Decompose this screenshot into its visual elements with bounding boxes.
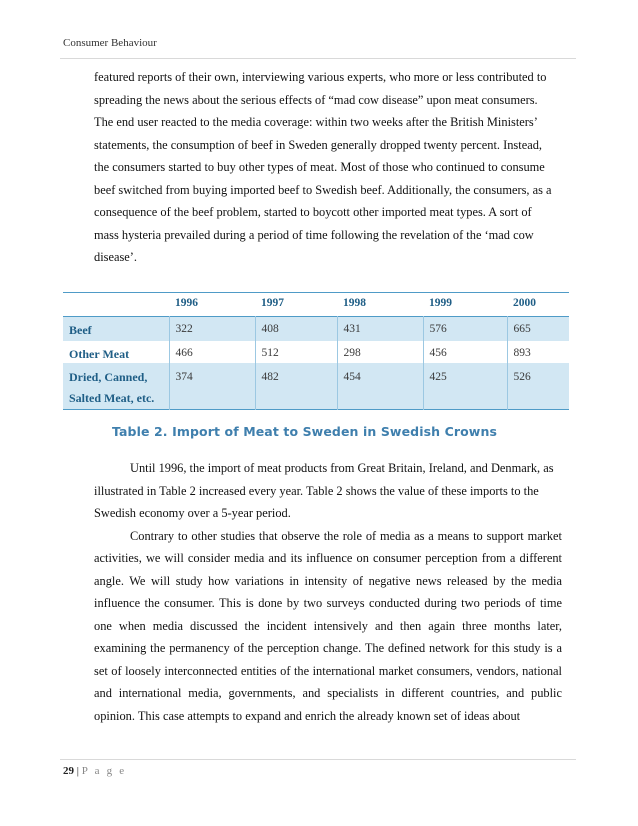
text-line: activities, we will consider media and its influence on consumer perception from a different <box>94 551 562 565</box>
table-header-row <box>63 293 569 317</box>
table-caption: Table 2. Import of Meat to Sweden in Swedish Crowns <box>112 424 497 439</box>
text-line: illustrated in Table 2 increased every year. Table 2 shows the value of these imports to the <box>94 483 539 498</box>
table-cell: 322 <box>169 317 255 341</box>
text-line: statements, the consumption of beef in Sweden generally dropped twenty percent. Instead, <box>94 137 542 152</box>
text-line: consequence of the beef problem, started to boycott other imported meat types. A sort of <box>94 205 532 219</box>
text-line: beef switched from buying imported beef to Swedish beef. Additionally, the consumers, as a <box>94 182 552 197</box>
table-cell: 456 <box>423 341 507 363</box>
table-cell: 526 <box>507 363 569 410</box>
table-cell: 466 <box>169 341 255 363</box>
table-cell: 431 <box>337 317 423 341</box>
header-rule <box>60 58 576 59</box>
table-row <box>63 363 569 410</box>
table-cell: 665 <box>507 317 569 341</box>
text-line: disease’. <box>94 250 138 264</box>
table-cell: 454 <box>337 363 423 410</box>
table-cell: 408 <box>255 317 337 341</box>
column-header <box>63 293 169 317</box>
text-line: examining the permanency of the perception change. The defined network for this study is a <box>94 641 562 655</box>
column-header: 2000 <box>513 297 536 309</box>
text-line: the consumers started to buy other types of meat. Most of those who continued to consume <box>94 160 545 174</box>
page-number: 29 <box>63 765 74 777</box>
meat-import-table <box>63 292 569 410</box>
table-cell: 512 <box>255 341 337 363</box>
table-cell: 893 <box>507 341 569 363</box>
table-cell: 576 <box>423 317 507 341</box>
page-label: P a g e <box>81 765 127 777</box>
body-text <box>94 457 562 727</box>
footer-separator: | <box>74 765 82 777</box>
text-line: opinion. This case attempts to expand and enrich the already known set of ideas about <box>94 708 521 723</box>
text-line: Contrary to other studies that observe the role of media as a means to support market <box>130 528 562 543</box>
text-line: spreading the news about the serious effects of “mad cow disease” upon meat consumers. <box>94 92 538 107</box>
text-line: Until 1996, the import of meat products from Great Britain, Ireland, and Denmark, as <box>130 461 554 475</box>
column-header: 1996 <box>175 297 198 309</box>
text-line: influence the consumer. This is done by two surveys conducted during two periods of time <box>94 596 562 610</box>
table-cell: 482 <box>255 363 337 410</box>
table-cell: 298 <box>337 341 423 363</box>
table-row <box>63 341 569 363</box>
page-footer <box>63 765 126 777</box>
text-line: one when media discussed the incident intensively and then again three months later, <box>94 618 562 633</box>
text-line: angle. We will study how variations in intensity of negative news released by the media <box>94 573 562 588</box>
text-line: and international media, governments, and specialists in different countries, and public <box>94 686 562 700</box>
row-label: Other Meat <box>69 346 130 361</box>
paragraph-mad-cow-coverage <box>94 66 562 269</box>
table-cell: 374 <box>169 363 255 410</box>
running-header: Consumer Behaviour <box>63 37 157 49</box>
row-label <box>63 363 169 410</box>
column-header: 1997 <box>261 297 284 309</box>
row-label-line: Dried, Canned, <box>69 369 148 384</box>
table-cell: 425 <box>423 363 507 410</box>
text-line: Swedish economy over a 5-year period. <box>94 506 291 520</box>
column-header: 1999 <box>429 297 452 309</box>
column-header: 1998 <box>343 297 366 309</box>
table-row <box>63 317 569 341</box>
footer-rule <box>60 759 576 760</box>
text-line: set of loosely interconnected entities of the international market consumers, vendors, national <box>94 663 562 678</box>
text-line: featured reports of their own, interviewing various experts, who more or less contributed to <box>94 70 547 84</box>
row-label-line: Salted Meat, etc. <box>69 390 155 405</box>
text-line: mass hysteria prevailed during a period of time following the revelation of the ‘mad cow <box>94 227 534 242</box>
row-label: Beef <box>69 323 92 337</box>
text-line: The end user reacted to the media coverage: within two weeks after the British Ministers’ <box>94 115 538 129</box>
